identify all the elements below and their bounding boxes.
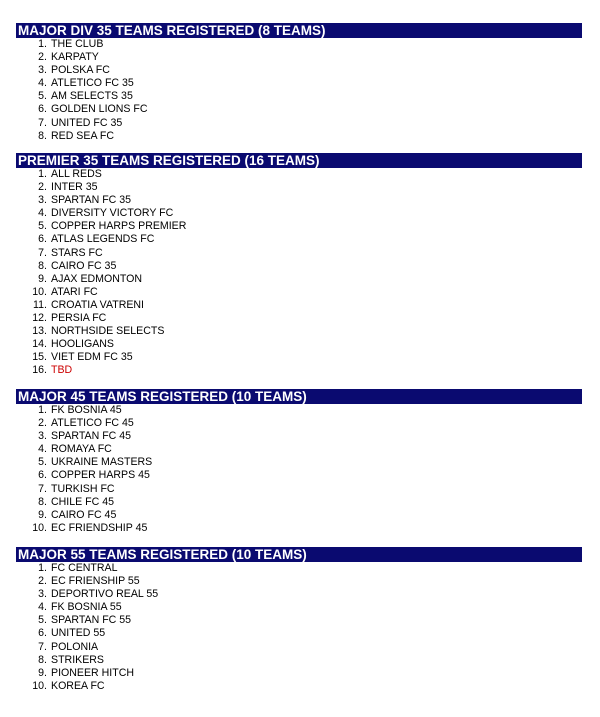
list-item bbox=[16, 220, 582, 233]
team-number: 3. bbox=[38, 430, 47, 443]
section-header: MAJOR 55 TEAMS REGISTERED (10 TEAMS) bbox=[16, 547, 582, 562]
team-name: STARS FC bbox=[51, 246, 103, 259]
section-premier-35 bbox=[16, 153, 582, 378]
team-number: 9. bbox=[38, 666, 47, 679]
team-name: UNITED 55 bbox=[51, 627, 106, 640]
team-number: 10. bbox=[32, 679, 47, 692]
team-number: 2. bbox=[38, 575, 47, 588]
team-name: DIVERSITY VICTORY FC bbox=[51, 207, 174, 220]
team-name: DEPORTIVO REAL 55 bbox=[51, 588, 159, 601]
team-name: CAIRO FC 45 bbox=[51, 508, 117, 521]
team-name: CROATIA VATRENI bbox=[51, 298, 144, 311]
list-item bbox=[16, 312, 582, 325]
team-number: 3. bbox=[38, 588, 47, 601]
list-item bbox=[16, 601, 582, 614]
list-item bbox=[16, 562, 582, 575]
list-item bbox=[16, 364, 582, 377]
team-number: 2. bbox=[38, 417, 47, 430]
team-name: THE CLUB bbox=[51, 38, 104, 50]
team-name: FK BOSNIA 45 bbox=[51, 404, 122, 416]
list-item bbox=[16, 575, 582, 588]
team-name: STRIKERS bbox=[51, 653, 104, 666]
list-item bbox=[16, 181, 582, 194]
list-item bbox=[16, 103, 582, 116]
team-number: 9. bbox=[38, 272, 47, 285]
team-name: SPARTAN FC 55 bbox=[51, 614, 132, 627]
team-name: HOOLIGANS bbox=[51, 338, 114, 351]
team-name: CAIRO FC 35 bbox=[51, 259, 117, 272]
team-name: ATARI FC bbox=[51, 285, 98, 298]
team-name: KOREA FC bbox=[51, 679, 105, 692]
team-name: NORTHSIDE SELECTS bbox=[51, 325, 165, 338]
team-number: 8. bbox=[38, 653, 47, 666]
team-number: 9. bbox=[38, 508, 47, 521]
list-item bbox=[16, 194, 582, 207]
team-number: 4. bbox=[38, 207, 47, 220]
list-item bbox=[16, 286, 582, 299]
section-header: MAJOR DIV 35 TEAMS REGISTERED (8 TEAMS) bbox=[16, 23, 582, 38]
list-item bbox=[16, 325, 582, 338]
team-name: SPARTAN FC 45 bbox=[51, 430, 132, 443]
section-header: MAJOR 45 TEAMS REGISTERED (10 TEAMS) bbox=[16, 389, 582, 404]
team-number: 8. bbox=[38, 129, 47, 142]
list-item bbox=[16, 260, 582, 273]
list-item bbox=[16, 233, 582, 246]
team-number: 14. bbox=[32, 338, 47, 351]
team-name: PIONEER HITCH bbox=[51, 666, 134, 679]
team-number: 6. bbox=[38, 469, 47, 482]
team-name: AJAX EDMONTON bbox=[51, 272, 143, 285]
list-item bbox=[16, 299, 582, 312]
team-name: SPARTAN FC 35 bbox=[51, 194, 132, 207]
list-item bbox=[16, 64, 582, 77]
team-list bbox=[16, 562, 582, 693]
list-item bbox=[16, 338, 582, 351]
list-item bbox=[16, 483, 582, 496]
list-item bbox=[16, 588, 582, 601]
list-item bbox=[16, 130, 582, 143]
list-item bbox=[16, 509, 582, 522]
team-name: GOLDEN LIONS FC bbox=[51, 103, 148, 116]
team-number: 13. bbox=[32, 325, 47, 338]
section-major-45 bbox=[16, 389, 582, 535]
team-number: 12. bbox=[32, 312, 47, 325]
list-item bbox=[16, 247, 582, 260]
team-number: 15. bbox=[32, 351, 47, 364]
section-major-55 bbox=[16, 547, 582, 693]
team-number: 5. bbox=[38, 90, 47, 103]
team-number: 4. bbox=[38, 443, 47, 456]
team-number: 7. bbox=[38, 246, 47, 259]
team-name: VIET EDM FC 35 bbox=[51, 351, 133, 364]
team-name: COPPER HARPS PREMIER bbox=[51, 220, 187, 233]
list-item bbox=[16, 627, 582, 640]
team-number: 1. bbox=[38, 404, 47, 416]
list-item bbox=[16, 443, 582, 456]
list-item bbox=[16, 38, 582, 51]
list-item bbox=[16, 351, 582, 364]
list-item bbox=[16, 430, 582, 443]
team-number: 5. bbox=[38, 220, 47, 233]
team-number: 8. bbox=[38, 259, 47, 272]
list-item bbox=[16, 469, 582, 482]
team-name: CHILE FC 45 bbox=[51, 495, 114, 508]
team-number: 2. bbox=[38, 181, 47, 194]
team-name: INTER 35 bbox=[51, 181, 98, 194]
team-name: FK BOSNIA 55 bbox=[51, 601, 122, 614]
team-name: ALL REDS bbox=[51, 168, 102, 180]
list-item bbox=[16, 77, 582, 90]
team-number: 10. bbox=[32, 521, 47, 534]
list-item bbox=[16, 496, 582, 509]
team-name: UKRAINE MASTERS bbox=[51, 456, 153, 469]
team-number: 5. bbox=[38, 614, 47, 627]
list-item bbox=[16, 51, 582, 64]
team-name: ATLETICO FC 45 bbox=[51, 417, 134, 430]
team-number: 3. bbox=[38, 64, 47, 77]
team-name: POLSKA FC bbox=[51, 64, 110, 77]
team-name: UNITED FC 35 bbox=[51, 116, 123, 129]
team-name: EC FRIENDSHIP 45 bbox=[51, 521, 148, 534]
team-number: 6. bbox=[38, 103, 47, 116]
team-number: 3. bbox=[38, 194, 47, 207]
list-item bbox=[16, 667, 582, 680]
list-item bbox=[16, 680, 582, 693]
team-number: 4. bbox=[38, 601, 47, 614]
team-number: 2. bbox=[38, 51, 47, 64]
list-item bbox=[16, 456, 582, 469]
list-item bbox=[16, 654, 582, 667]
team-name: EC FRIENSHIP 55 bbox=[51, 575, 140, 588]
team-number: 1. bbox=[38, 38, 47, 50]
team-list bbox=[16, 168, 582, 378]
list-item bbox=[16, 117, 582, 130]
team-list bbox=[16, 404, 582, 535]
team-name: POLONIA bbox=[51, 640, 99, 653]
team-name: ROMAYA FC bbox=[51, 443, 112, 456]
team-number: 7. bbox=[38, 116, 47, 129]
team-name: TURKISH FC bbox=[51, 482, 115, 495]
team-name: PERSIA FC bbox=[51, 312, 107, 325]
team-name: ATLAS LEGENDS FC bbox=[51, 233, 155, 246]
list-item bbox=[16, 168, 582, 181]
team-list bbox=[16, 38, 582, 143]
team-name: COPPER HARPS 45 bbox=[51, 469, 150, 482]
team-number: 10. bbox=[32, 285, 47, 298]
team-name: ATLETICO FC 35 bbox=[51, 77, 134, 90]
team-name: KARPATY bbox=[51, 51, 99, 64]
team-number: 7. bbox=[38, 482, 47, 495]
team-number: 11. bbox=[33, 298, 47, 311]
section-header: PREMIER 35 TEAMS REGISTERED (16 TEAMS) bbox=[16, 153, 582, 168]
team-name: AM SELECTS 35 bbox=[51, 90, 133, 103]
team-number: 1. bbox=[38, 168, 47, 180]
list-item bbox=[16, 522, 582, 535]
team-number: 5. bbox=[38, 456, 47, 469]
list-item bbox=[16, 641, 582, 654]
list-item bbox=[16, 614, 582, 627]
team-name: FC CENTRAL bbox=[51, 562, 118, 574]
team-name: TBD bbox=[51, 364, 73, 377]
section-major-div-35 bbox=[16, 23, 582, 143]
list-item bbox=[16, 417, 582, 430]
team-number: 16. bbox=[32, 364, 47, 377]
team-name: RED SEA FC bbox=[51, 129, 114, 142]
list-item bbox=[16, 404, 582, 417]
team-number: 8. bbox=[38, 495, 47, 508]
list-item bbox=[16, 90, 582, 103]
list-item bbox=[16, 207, 582, 220]
team-number: 1. bbox=[38, 562, 47, 574]
team-number: 4. bbox=[38, 77, 47, 90]
list-item bbox=[16, 273, 582, 286]
team-number: 7. bbox=[38, 640, 47, 653]
team-number: 6. bbox=[38, 627, 47, 640]
team-number: 6. bbox=[38, 233, 47, 246]
